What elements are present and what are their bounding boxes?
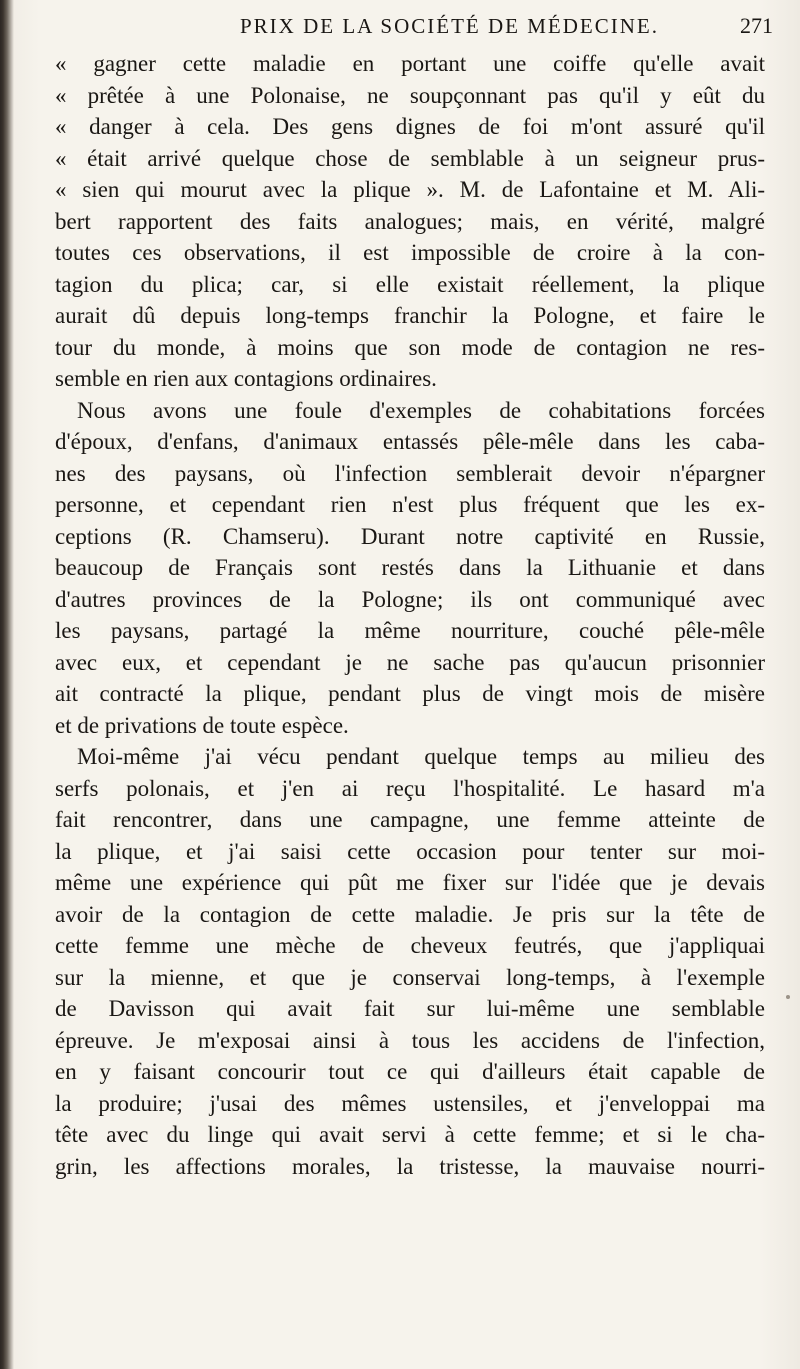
text-line: Moi-même j'ai vécu pendant quelque temps au milieu des <box>77 744 765 769</box>
text-line: « gagner cette maladie en portant une coiffe qu'elle avait <box>55 51 765 76</box>
text-line: même une expérience qui pût me fixer sur l'idée que je devais <box>55 870 765 895</box>
text-line: serfs polonais, et j'en ai reçu l'hospitalité. Le hasard m'a <box>55 775 765 801</box>
text-line: personne, et cependant rien n'est plus fréquent que les ex- <box>55 492 765 517</box>
text-line: « sien qui mourut avec la plique ». M. de Lafontaine et M. Ali- <box>55 177 765 202</box>
text-line: et de privations de toute espèce. <box>55 712 349 738</box>
text-line: tour du monde, à moins que son mode de contagion ne res- <box>55 334 765 360</box>
text-line: avoir de la contagion de cette maladie. Je pris sur la tête de <box>55 901 765 927</box>
text-line: les paysans, partagé la même nourriture, couché pêle-mêle <box>55 618 765 643</box>
text-line: Nous avons une foule d'exemples de cohabitations forcées <box>77 397 765 423</box>
scan-speck <box>786 995 790 999</box>
text-line: avec eux, et cependant je ne sache pas qu'aucun prisonnier <box>55 649 765 675</box>
text-line: « danger à cela. Des gens dignes de foi m'ont assuré qu'il <box>55 114 765 139</box>
text-line: grin, les affections morales, la tristesse, la mauvaise nourri- <box>55 1153 765 1179</box>
text-line: bert rapportent des faits analogues; mais, en vérité, malgré <box>55 208 765 234</box>
text-line: ceptions (R. Chamseru). Durant notre captivité en Russie, <box>55 523 765 549</box>
running-title: PRIX DE LA SOCIÉTÉ DE MÉDECINE. <box>240 13 659 38</box>
text-line: la produire; j'usai des mêmes ustensiles, et j'enveloppai ma <box>55 1090 765 1116</box>
text-line: beaucoup de Français sont restés dans la Lithuanie et dans <box>55 555 765 580</box>
text-line: sur la mienne, et que je conservai long-temps, à l'exemple <box>55 964 765 990</box>
page-number: 271 <box>740 13 773 38</box>
text-line: « prêtée à une Polonaise, ne soupçonnant pas qu'il y eût du <box>55 82 765 108</box>
page-gutter-shadow <box>0 0 14 1369</box>
text-line: en y faisant concourir tout ce qui d'ailleurs était capable de <box>55 1059 765 1084</box>
text-line: de Davisson qui avait fait sur lui-même une semblable <box>55 996 765 1021</box>
body-text <box>55 48 765 1182</box>
text-line: tagion du plica; car, si elle existait réellement, la plique <box>55 271 765 297</box>
text-line: fait rencontrer, dans une campagne, une femme atteinte de <box>55 807 765 832</box>
text-line: « était arrivé quelque chose de semblable à un seigneur prus- <box>55 145 765 171</box>
text-line: nes des paysans, où l'infection semblerait devoir n'épargner <box>55 460 765 486</box>
text-line: épreuve. Je m'exposai ainsi à tous les accidens de l'infection, <box>55 1027 765 1053</box>
text-line: d'autres provinces de la Pologne; ils ont communiqué avec <box>55 586 765 612</box>
text-line: aurait dû depuis long-temps franchir la Pologne, et faire le <box>55 303 765 328</box>
text-line: cette femme une mèche de cheveux feutrés, que j'appliquai <box>55 933 765 958</box>
text-line: toutes ces observations, il est impossible de croire à la con- <box>55 240 765 265</box>
text-line: tête avec du linge qui avait servi à cette femme; et si le cha- <box>55 1122 765 1147</box>
text-line: d'époux, d'enfans, d'animaux entassés pêle-mêle dans les caba- <box>55 429 765 454</box>
text-line: semble en rien aux contagions ordinaires. <box>55 366 437 391</box>
running-head <box>100 6 790 46</box>
text-line: ait contracté la plique, pendant plus de vingt mois de misère <box>55 681 765 706</box>
text-line: la plique, et j'ai saisi cette occasion pour tenter sur moi- <box>55 838 765 864</box>
